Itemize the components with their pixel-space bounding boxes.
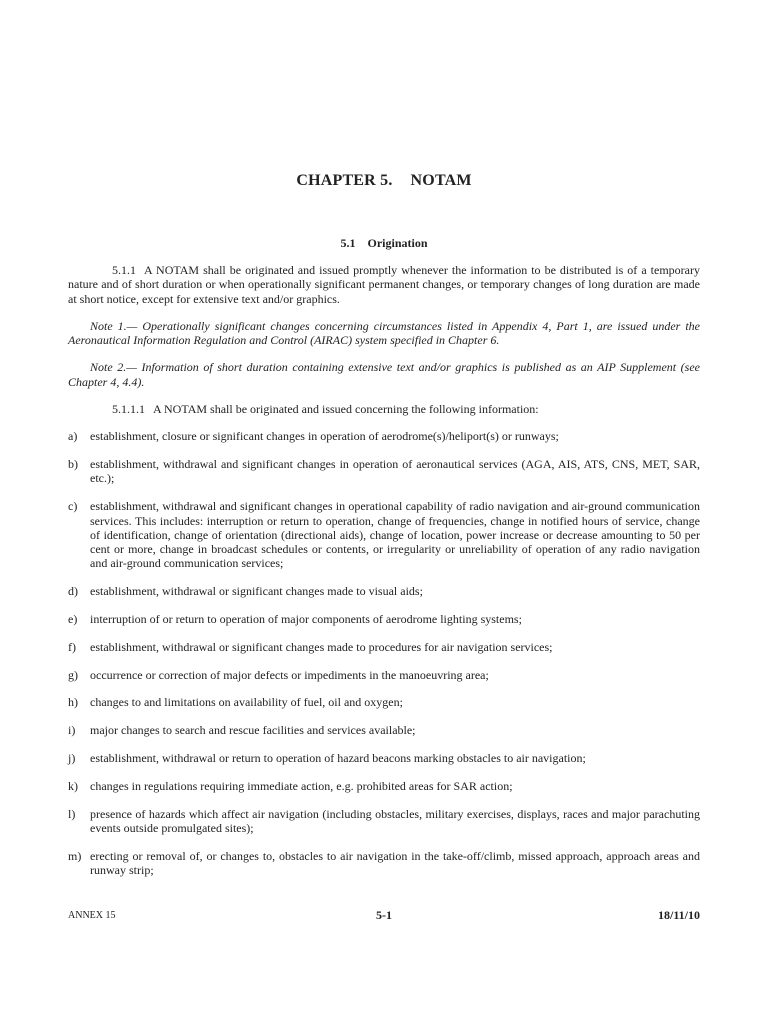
- list-item-letter: l): [68, 806, 76, 821]
- section-title: Origination: [367, 236, 428, 250]
- chapter-title: [68, 172, 700, 190]
- list-item-letter: c): [68, 499, 78, 514]
- paragraph-text: A NOTAM shall be originated and issued concerning the following information:: [153, 402, 539, 417]
- list-item-text: establishment, withdrawal or return to operation of hazard beacons marking obstacles to air navigation;: [90, 751, 586, 766]
- list-item-text: presence of hazards which affect air navigation (including obstacles, military exercises, displays, races and major parachuting events outside promulgated sites);: [90, 806, 700, 835]
- paragraph-number: 5.1.1: [112, 263, 136, 277]
- list-item-m: [68, 849, 700, 878]
- list-item-letter: f): [68, 639, 76, 654]
- note-1: Note 1.— Operationally significant changes concerning circumstances listed in Appendix 4, Part 1, are issued under the Aeronautical Information Regulation and Control (AIRAC) system specified in Chapter 6.: [68, 318, 700, 348]
- list-item-h: [68, 695, 700, 709]
- list-item-text: erecting or removal of, or changes to, obstacles to air navigation in the take-off/climb, missed approach, approach areas and runway strip;: [90, 848, 700, 878]
- list-item-b: [68, 457, 700, 486]
- footer-date: 18/11/10: [657, 908, 700, 922]
- note-2: Note 2.— Information of short duration containing extensive text and/or graphics is published as an AIP Supplement (see Chapter 4, 4.4).: [68, 360, 700, 389]
- list-item-g: [68, 668, 700, 682]
- page-footer: [68, 908, 700, 926]
- list-item-d: [68, 584, 700, 598]
- list-item-text: changes to and limitations on availability of fuel, oil and oxygen;: [90, 695, 403, 710]
- paragraph-number: 5.1.1.1: [112, 402, 145, 417]
- list-item-j: [68, 751, 700, 765]
- list-item-text: major changes to search and rescue facilities and services available;: [90, 723, 416, 738]
- list-item-letter: b): [68, 457, 78, 472]
- list-item-f: [68, 640, 700, 654]
- list-item-text: interruption of or return to operation of major components of aerodrome lighting systems;: [90, 612, 522, 627]
- list-item-a: [68, 429, 700, 443]
- list-item-letter: i): [68, 723, 76, 738]
- list-item-text: changes in regulations requiring immediate action, e.g. prohibited areas for SAR action;: [90, 778, 513, 793]
- footer-annex: ANNEX 15: [68, 910, 116, 921]
- paragraph-5-1-1-1: [68, 402, 700, 416]
- list-item-text: establishment, withdrawal or significant changes made to visual aids;: [90, 584, 423, 599]
- list-item-l: [68, 807, 700, 836]
- chapter-number: CHAPTER 5.: [296, 172, 393, 189]
- paragraph-5-1-1: [68, 263, 700, 306]
- list-item-i: [68, 723, 700, 737]
- page-number: 5-1: [376, 908, 392, 922]
- list-item-letter: m): [68, 848, 82, 863]
- section-heading: [68, 236, 700, 251]
- document-page: [68, 0, 700, 1024]
- list-item-text: occurrence or correction of major defects or impediments in the manoeuvring area;: [90, 667, 489, 682]
- list-item-text: establishment, withdrawal and significant changes in operation of aeronautical services (AGA, AIS, ATS, CNS, MET, SAR, etc.);: [90, 457, 700, 486]
- chapter-name: NOTAM: [410, 172, 472, 189]
- list-item-letter: j): [68, 751, 76, 766]
- list-item-e: [68, 612, 700, 626]
- list-item-letter: d): [68, 584, 78, 599]
- document-body: [68, 263, 700, 891]
- section-number: 5.1: [340, 236, 356, 250]
- list-item-text: establishment, withdrawal and significant changes in operational capability of radio navigation and air-ground communication services. This includes: interruption or return to operation, change of frequencies, change in notified hours of service, change of identification, change of orientation (directional aids), change of location, power increase or decrease amounting to 50 per cent or more, change in broadcast schedules or contents, or irregularity or unreliability of operation of any radio navigation and air-ground communication services;: [90, 499, 700, 571]
- list-item-letter: e): [68, 612, 78, 627]
- list-item-c: [68, 499, 700, 570]
- list-item-letter: h): [68, 695, 78, 710]
- list-item-text: establishment, withdrawal or significant changes made to procedures for air navigation services;: [90, 639, 553, 654]
- list-item-k: [68, 779, 700, 793]
- list-item-letter: g): [68, 667, 78, 682]
- list-item-letter: a): [68, 429, 78, 444]
- list-item-text: establishment, closure or significant changes in operation of aerodrome(s)/heliport(s) or runways;: [90, 429, 559, 444]
- paragraph-text: A NOTAM shall be originated and issued promptly whenever the information to be distributed is of a temporary nature and of short duration or when operationally significant permanent changes, or temporary changes of long duration are made at short notice, except for extensive text and/or graphics.: [68, 263, 700, 306]
- list-item-letter: k): [68, 778, 78, 793]
